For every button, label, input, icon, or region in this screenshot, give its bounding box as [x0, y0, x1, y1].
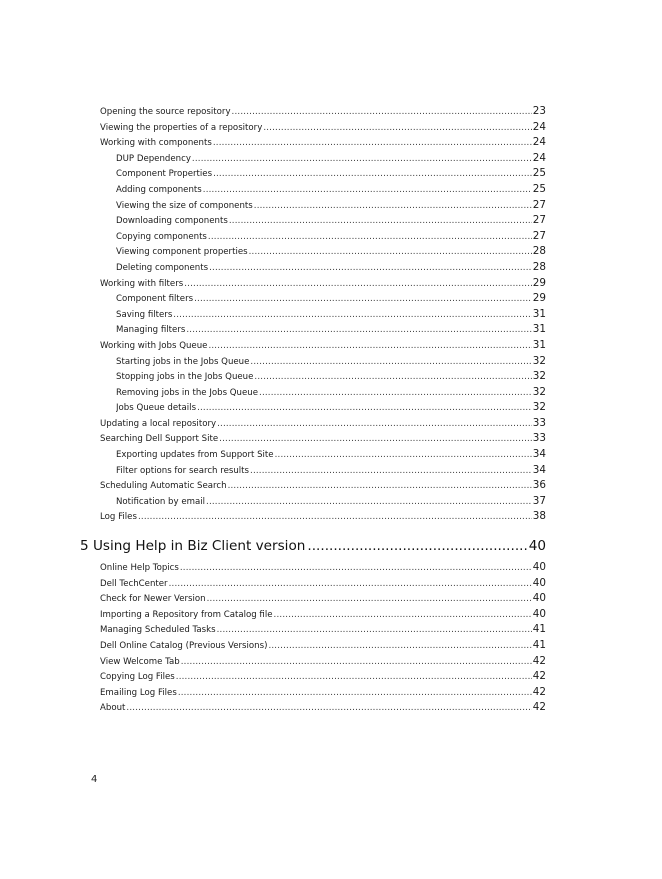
- toc-entry-title: Updating a local repository: [100, 418, 217, 429]
- toc-entry[interactable]: [116, 229, 546, 245]
- toc-entry[interactable]: [100, 104, 546, 120]
- toc-entry-title: Opening the source repository: [100, 107, 231, 117]
- dot-leader: [274, 608, 532, 623]
- dot-leader: [126, 701, 531, 716]
- toc-entry[interactable]: [100, 509, 546, 525]
- toc-entry[interactable]: [100, 669, 546, 685]
- toc-entry-page: 32: [532, 354, 546, 367]
- dot-leader: [254, 370, 531, 385]
- toc-entry-page: 42: [532, 685, 546, 698]
- toc-entry-page: 42: [532, 654, 546, 667]
- dot-leader: [184, 277, 532, 292]
- dot-leader: [219, 432, 532, 447]
- toc-entry-title: Viewing component properties: [116, 247, 248, 258]
- dot-leader: [206, 495, 532, 510]
- toc-entry[interactable]: [100, 120, 546, 136]
- toc-chapter-heading[interactable]: [80, 538, 546, 555]
- toc-entry-page: 25: [532, 167, 546, 180]
- toc-entry-page: 36: [532, 479, 546, 492]
- toc-entry-title: Dell Online Catalog (Previous Versions): [100, 641, 268, 651]
- toc-entry[interactable]: [116, 447, 546, 463]
- toc-entry-page: 40: [532, 607, 546, 620]
- toc-entry-page: 27: [532, 214, 546, 227]
- toc-entry-page: 27: [532, 198, 546, 211]
- toc-entry-title: Viewing the size of components: [116, 200, 253, 211]
- dot-leader: [208, 339, 531, 354]
- dot-leader: [178, 686, 532, 701]
- toc-entry-title: Scheduling Automatic Search: [100, 481, 227, 492]
- toc-entry-page: 32: [532, 370, 546, 383]
- dot-leader: [208, 230, 532, 245]
- toc-entry-title: Managing Scheduled Tasks: [100, 625, 216, 636]
- dot-leader: [203, 183, 532, 198]
- toc-entry-page: 32: [532, 401, 546, 414]
- toc-entry-title: Copying components: [116, 231, 207, 242]
- toc-entry-title: Log Files: [100, 512, 137, 523]
- toc-entry-page: 33: [532, 416, 546, 429]
- toc-entry-title: Saving filters: [116, 309, 173, 320]
- dot-leader: [249, 245, 532, 260]
- toc-entry[interactable]: [116, 166, 546, 182]
- toc-entry-page: 32: [532, 385, 546, 398]
- dot-leader: [229, 214, 532, 229]
- toc-entry[interactable]: [116, 244, 546, 260]
- toc-entry-title: Dell TechCenter: [100, 578, 168, 589]
- toc-entry[interactable]: [116, 385, 546, 401]
- toc-entry-page: 34: [532, 448, 546, 461]
- toc-section-chapter-5: [0, 560, 662, 716]
- toc-entry-page: 24: [532, 136, 546, 149]
- toc-entry-title: Working with components: [100, 138, 212, 149]
- toc-entry-page: 28: [532, 245, 546, 258]
- dot-leader: [217, 417, 532, 432]
- dot-leader: [250, 355, 531, 370]
- toc-entry[interactable]: [100, 135, 546, 151]
- toc-entry[interactable]: [100, 431, 546, 447]
- dot-leader: [268, 639, 531, 654]
- toc-entry-page: 28: [532, 260, 546, 273]
- toc-entry-title: Importing a Repository from Catalog file: [100, 609, 273, 620]
- toc-entry-page: 38: [532, 510, 546, 523]
- toc-entry-page: 40: [532, 576, 546, 589]
- toc-entry[interactable]: [116, 463, 546, 479]
- page-number: 4: [91, 774, 98, 785]
- dot-leader: [192, 152, 532, 167]
- toc-entry-title: Managing filters: [116, 325, 186, 336]
- dot-leader: [176, 670, 532, 685]
- dot-leader: [254, 199, 532, 214]
- toc-entry[interactable]: [116, 291, 546, 307]
- dot-leader: [217, 623, 532, 638]
- toc-entry-title: Starting jobs in the Jobs Queue: [116, 356, 250, 367]
- toc-entry-title: Adding components: [116, 184, 202, 195]
- toc-entry-page: 31: [532, 307, 546, 320]
- toc-entry[interactable]: [116, 213, 546, 229]
- toc-entry-title: Emailing Log Files: [100, 687, 177, 698]
- dot-leader: [263, 121, 531, 136]
- dot-leader: [275, 448, 532, 463]
- toc-entry-title: Notification by email: [116, 496, 206, 507]
- toc-entry-title: Filter options for search results: [116, 465, 250, 476]
- toc-entry[interactable]: [116, 322, 546, 338]
- toc-entry-page: 41: [532, 639, 546, 651]
- dot-leader: [259, 386, 532, 401]
- dot-leader: [209, 261, 532, 276]
- toc-entry-page: 24: [532, 120, 546, 133]
- toc-entry-page: 42: [532, 701, 546, 714]
- dot-leader: [169, 577, 532, 592]
- dot-leader: [194, 292, 532, 307]
- toc-entry[interactable]: [100, 576, 546, 592]
- toc-entry[interactable]: [100, 685, 546, 701]
- dot-leader: [213, 136, 532, 151]
- toc-entry[interactable]: [100, 338, 546, 354]
- toc-entry-title: Exporting updates from Support Site: [116, 450, 274, 461]
- toc-entry[interactable]: [116, 369, 546, 385]
- toc-entry-page: 34: [532, 463, 546, 476]
- toc-entry-title: Working with filters: [100, 278, 184, 289]
- toc-entry-title: Copying Log Files: [100, 672, 175, 683]
- toc-entry-page: 24: [532, 151, 546, 164]
- toc-entry-title: Viewing the properties of a repository: [100, 122, 263, 133]
- dot-leader: [186, 323, 531, 338]
- toc-entry[interactable]: [100, 276, 546, 292]
- toc-entry-title: DUP Dependency: [116, 153, 191, 164]
- toc-entry[interactable]: [116, 307, 546, 323]
- toc-entry[interactable]: [100, 478, 546, 494]
- toc-entry-page: 31: [532, 338, 546, 351]
- toc-entry[interactable]: [116, 260, 546, 276]
- toc-entry-page: 37: [532, 494, 546, 507]
- toc-entry[interactable]: [116, 182, 546, 198]
- toc-entry-page: 42: [532, 670, 546, 683]
- toc-entry-title: About: [100, 703, 126, 714]
- toc-entry-page: 33: [532, 432, 546, 445]
- toc-entry[interactable]: [100, 622, 546, 638]
- toc-entry[interactable]: [100, 638, 546, 654]
- toc-entry-title: Jobs Queue details: [116, 403, 197, 414]
- dot-leader: [207, 592, 532, 607]
- toc-section-chapter-4: [0, 104, 662, 525]
- dot-leader: [138, 510, 532, 525]
- chapter-title: 5 Using Help in Biz Client version: [80, 538, 306, 555]
- toc-entry-title: Removing jobs in the Jobs Queue: [116, 387, 259, 398]
- toc-entry[interactable]: [100, 607, 546, 623]
- toc-entry-title: Working with Jobs Queue: [100, 340, 208, 351]
- toc-entry[interactable]: [100, 560, 546, 576]
- toc-entry[interactable]: [116, 354, 546, 370]
- dot-leader: [232, 105, 532, 120]
- dot-leader: [213, 167, 532, 182]
- toc-entry-page: 25: [532, 182, 546, 195]
- toc-entry-title: Component Properties: [116, 169, 213, 180]
- toc-entry-title: Stopping jobs in the Jobs Queue: [116, 372, 254, 383]
- dot-leader: [228, 479, 532, 494]
- toc-entry-page: 27: [532, 229, 546, 242]
- dot-leader: [181, 655, 532, 670]
- toc-entry-title: Searching Dell Support Site: [100, 434, 219, 445]
- toc-entry-title: Deleting components: [116, 262, 209, 273]
- toc-entry-page: 29: [532, 292, 546, 305]
- toc-entry-page: 40: [532, 592, 546, 605]
- toc-entry-title: Downloading components: [116, 216, 228, 227]
- toc-entry[interactable]: [116, 151, 546, 167]
- toc-entry[interactable]: [100, 416, 546, 432]
- toc-entry-title: Component filters: [116, 294, 194, 305]
- toc-entry-page: 29: [532, 276, 546, 289]
- toc-entry-title: View Welcome Tab: [100, 656, 180, 667]
- toc-entry-page: 41: [532, 623, 546, 636]
- dot-leader: [307, 538, 526, 555]
- toc-entry[interactable]: [116, 198, 546, 214]
- dot-leader: [180, 561, 532, 576]
- toc-entry-page: 31: [532, 323, 546, 336]
- toc-entry[interactable]: [100, 700, 546, 716]
- chapter-page: 40: [528, 538, 546, 555]
- dot-leader: [197, 401, 532, 416]
- toc-entry-page: 23: [532, 105, 546, 117]
- toc-entry[interactable]: [116, 494, 546, 510]
- table-of-contents: [0, 104, 662, 716]
- dot-leader: [173, 308, 531, 323]
- toc-entry-title: Online Help Topics: [100, 563, 179, 574]
- toc-entry-page: 40: [532, 561, 546, 574]
- toc-entry[interactable]: [100, 654, 546, 670]
- dot-leader: [250, 464, 532, 479]
- toc-entry[interactable]: [100, 591, 546, 607]
- toc-entry-title: Check for Newer Version: [100, 594, 206, 605]
- toc-entry[interactable]: [116, 400, 546, 416]
